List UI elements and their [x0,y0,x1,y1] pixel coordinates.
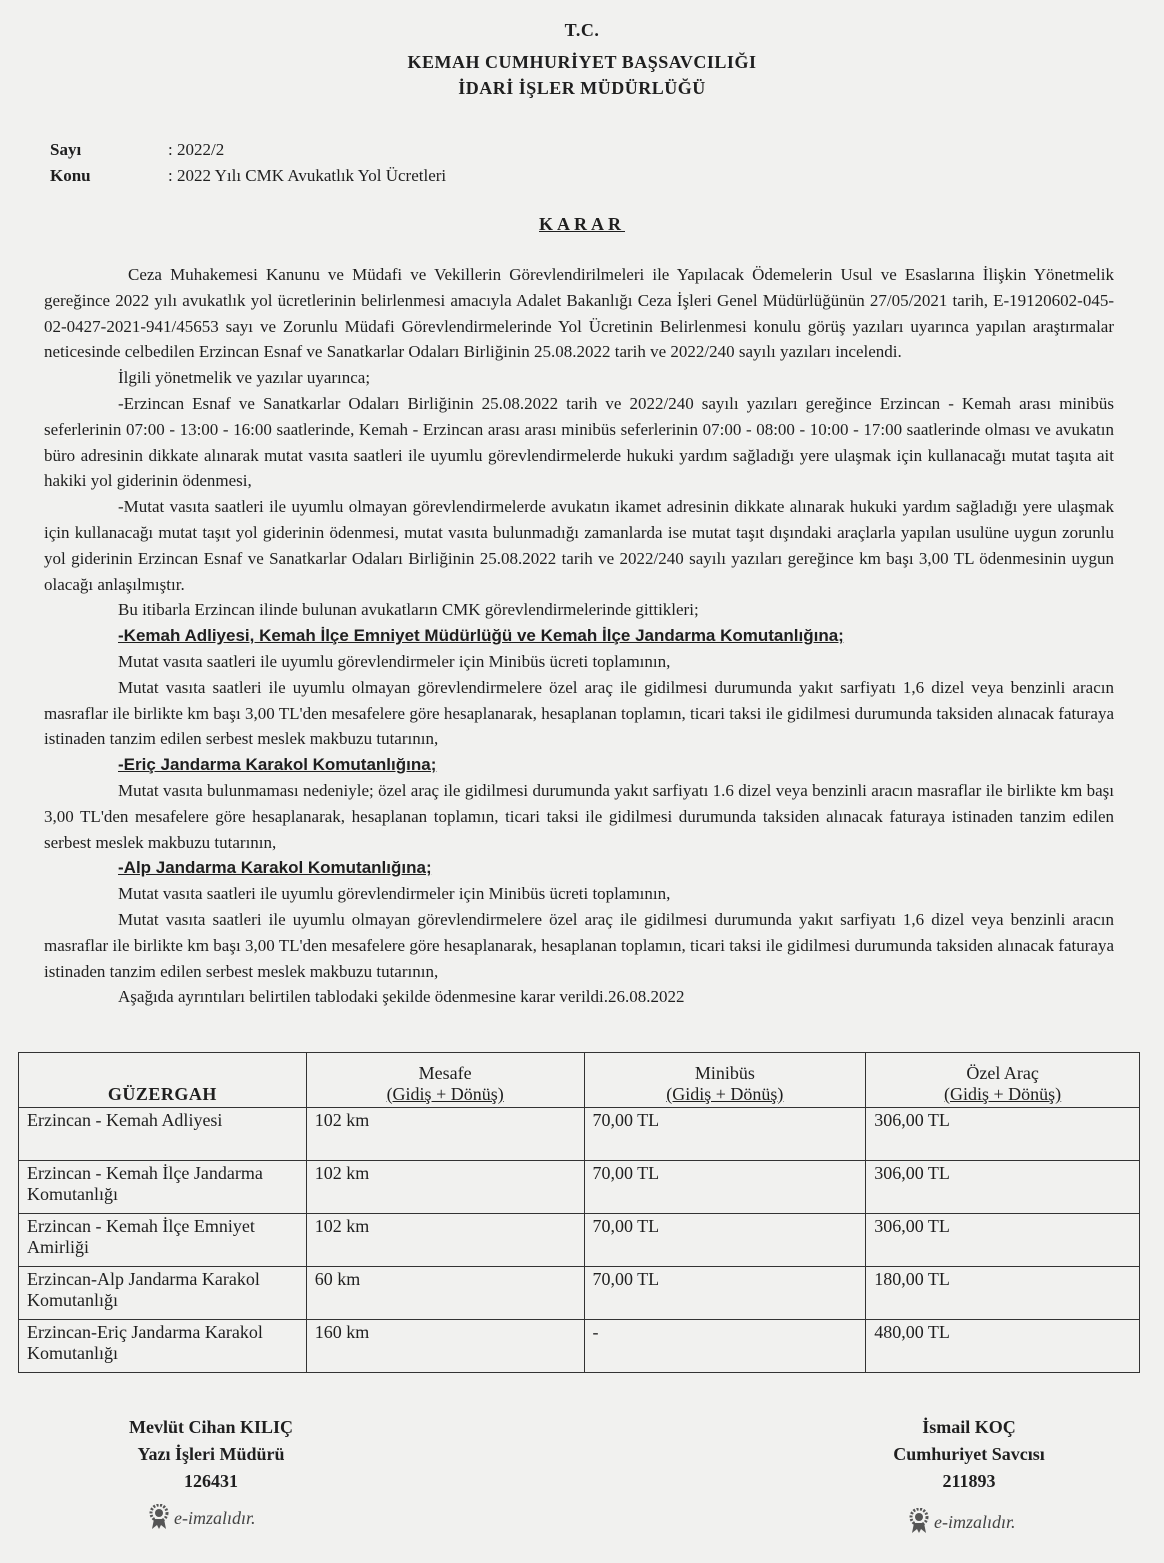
meta-konu [50,166,446,186]
header-distance-label: Mesafe [418,1063,472,1083]
table-row [19,1320,1140,1373]
table-row [19,1214,1140,1267]
meta-konu-label: Konu [50,166,91,185]
header-distance-sub: (Gidiş + Dönüş) [386,1084,504,1104]
header-car-sub: (Gidiş + Dönüş) [944,1084,1062,1104]
cell-car: 306,00 TL [866,1161,1140,1214]
signer-title: Yazı İşleri Müdürü [137,1444,285,1464]
signature-left [96,1414,326,1495]
cell-minibus: 70,00 TL [584,1161,866,1214]
cell-minibus: - [584,1320,866,1373]
esign-right-text: e-imzalıdır. [934,1512,1016,1532]
paragraph: Mutat vasıta bulunmaması nedeniyle; özel araç ile gidilmesi durumunda yakıt sarfiyatı 1.6 dizel veya benzinli aracın masraflar ile birlikte km başı 3,00 TL'den mesafelere göre hesaplanarak, hesaplanan toplamın, ticari taksi ile gidilmesi durumunda taksiden alınacak faturaya istinaden tanzim edilen serbest meslek makbuzu tutarının, [44,780,1114,852]
esign-left-text: e-imzalıdır. [174,1508,256,1528]
signer-title: Cumhuriyet Savcısı [893,1444,1045,1464]
cell-route: Erzincan-Eriç Jandarma Karakol Komutanlığı [19,1320,307,1373]
header-minibus-label: Minibüs [694,1063,755,1083]
document-title-text: KARAR [539,214,625,234]
section-heading-text: -Alp Jandarma Karakol Komutanlığına; [118,858,432,878]
seal-icon [148,1504,170,1530]
paragraph: -Mutat vasıta saatleri ile uyumlu olmayan görevlendirmelerde avukatın ikamet adresinin dikkate alınarak hukuki yardım sağladığı yere ulaşmak için kullanacağı mutat taşıt yol giderinin ödenmesi, mutat vasıta bulunmadığı zamanlarda ise mutat taşıt dışındaki araçlarla yapılan usulüne uygun zorunlu yol giderinin Erzincan Esnaf ve Sanatkarlar Odaları Birliğinin 25.08.2022 tarih ve 2022/240 sayılı yazıları gereğince km başı 3,00 TL ödenmesinin uygun olacağı anlaşılmıştır. [44,497,1114,594]
header-tc: T.C. [564,20,600,40]
paragraph: -Erzincan Esnaf ve Sanatkarlar Odaları Birliğinin 25.08.2022 tarih ve 2022/240 sayılı yazıları gereğince Erzincan - Kemah arası minibüs seferlerinin 07:00 - 13:00 - 16:00 saatlerinde, Kemah - Erzincan arası arası minibüs seferlerinin 07:00 - 08:00 - 10:00 - 17:00 saatlerinde olması ve avukatın büro adresinin dikkate alınarak mutat vasıta saatleri ile uyumlu görevlendirmelerde hukuki yardım sağladığı yere ulaşmak için kullanacağı mutat taşıta ait hakiki yol giderinin ödenmesi, [44,393,1114,491]
header-minibus-sub: (Gidiş + Dönüş) [666,1084,784,1104]
document-title [0,214,1164,235]
table-header-row [19,1053,1140,1108]
cell-car: 480,00 TL [866,1320,1140,1373]
cell-minibus: 70,00 TL [584,1108,866,1161]
document-body [44,262,1114,1010]
signer-id: 211893 [942,1471,996,1491]
header-route: GÜZERGAH [19,1053,307,1108]
paragraph: Mutat vasıta saatleri ile uyumlu görevlendirmeler için Minibüs ücreti toplamının, [118,884,671,904]
paragraph: Mutat vasıta saatleri ile uyumlu olmayan görevlendirmelere özel araç ile gidilmesi durumunda yakıt sarfiyatı 1,6 dizel veya benzinli aracın masraflar ile birlikte km başı 3,00 TL'den mesafelere göre hesaplanarak, hesaplanan toplamın, ticari taksi ile gidilmesi durumunda taksiden alınacak faturaya istinaden tanzim edilen serbest meslek makbuzu tutarının, [44,677,1114,749]
meta-sayi-value: : 2022/2 [168,140,225,159]
paragraph: Ceza Muhakemesi Kanunu ve Müdafi ve Vekillerin Görevlendirilmeleri ile Yapılacak Ödemelerin Usul ve Esaslarına İlişkin Yönetmelik gereğince 2022 yılı avukatlık yol ücretlerinin belirlenmesi amacıyla Adalet Bakanlığı Ceza İşleri Genel Müdürlüğünün 27/05/2021 tarih, E-19120602-045-02-0427-2021-941/45653 sayı ve Zorunlu Müdafi Görevlendirmelerinde Yol Ücretinin Belirlenmesi konulu görüş yazıları uyarınca yapılan araştırmalar neticesinde celbedilen Erzincan Esnaf ve Sanatkarlar Odaları Birliğinin 25.08.2022 tarih ve 2022/240 sayılı yazıları incelendi. [44,265,1114,362]
cell-minibus: 70,00 TL [584,1214,866,1267]
header-department: İDARİ İŞLER MÜDÜRLÜĞÜ [458,78,706,98]
table-row [19,1108,1140,1161]
section-heading-text: -Kemah Adliyesi, Kemah İlçe Emniyet Müdürlüğü ve Kemah İlçe Jandarma Komutanlığına; [118,626,844,646]
esign-right [908,1508,1016,1534]
paragraph: Aşağıda ayrıntıları belirtilen tablodaki şekilde ödenmesine karar verildi.26.08.2022 [118,987,685,1007]
cell-distance: 102 km [306,1108,584,1161]
cell-car: 306,00 TL [866,1214,1140,1267]
cell-route: Erzincan-Alp Jandarma Karakol Komutanlığı [19,1267,307,1320]
table-row [19,1267,1140,1320]
cell-distance: 60 km [306,1267,584,1320]
seal-icon [908,1508,930,1534]
meta-sayi-label: Sayı [50,140,82,159]
cell-minibus: 70,00 TL [584,1267,866,1320]
header-car-label: Özel Araç [966,1063,1039,1083]
cell-route: Erzincan - Kemah Adliyesi [19,1108,307,1161]
section-heading-text: -Eriç Jandarma Karakol Komutanlığına; [118,755,437,775]
section-heading [44,855,1114,881]
meta-sayi [50,140,224,160]
meta-konu-value: : 2022 Yılı CMK Avukatlık Yol Ücretleri [168,166,447,185]
cell-distance: 160 km [306,1320,584,1373]
cell-car: 180,00 TL [866,1267,1140,1320]
signer-name: Mevlüt Cihan KILIÇ [128,1417,294,1437]
cell-route: Erzincan - Kemah İlçe Emniyet Amirliği [19,1214,307,1267]
header-distance [306,1053,584,1108]
paragraph: İlgili yönetmelik ve yazılar uyarınca; [118,368,371,388]
fee-table [18,1052,1140,1373]
header-institution: KEMAH CUMHURİYET BAŞSAVCILIĞI [407,52,757,72]
header-car [866,1053,1140,1108]
cell-distance: 102 km [306,1161,584,1214]
paragraph: Bu itibarla Erzincan ilinde bulunan avukatların CMK görevlendirmelerinde gittikleri; [118,600,699,620]
cell-distance: 102 km [306,1214,584,1267]
section-heading [44,623,1114,649]
header-minibus [584,1053,866,1108]
table-row [19,1161,1140,1214]
section-heading [44,752,1114,778]
paragraph: Mutat vasıta saatleri ile uyumlu olmayan görevlendirmelere özel araç ile gidilmesi durumunda yakıt sarfiyatı 1,6 dizel veya benzinli aracın masraflar ile birlikte km başı 3,00 TL'den mesafelere göre hesaplanarak, hesaplanan toplamın, ticari taksi ile gidilmesi durumunda taksiden alınacak faturaya istinaden tanzim edilen serbest meslek makbuzu tutarının, [44,909,1114,981]
paragraph: Mutat vasıta saatleri ile uyumlu görevlendirmeler için Minibüs ücreti toplamının, [118,651,671,671]
signature-right [854,1414,1084,1495]
esign-left [148,1504,256,1530]
signer-id: 126431 [184,1471,238,1491]
cell-route: Erzincan - Kemah İlçe Jandarma Komutanlığı [19,1161,307,1214]
signer-name: İsmail KOÇ [922,1417,1016,1437]
cell-car: 306,00 TL [866,1108,1140,1161]
